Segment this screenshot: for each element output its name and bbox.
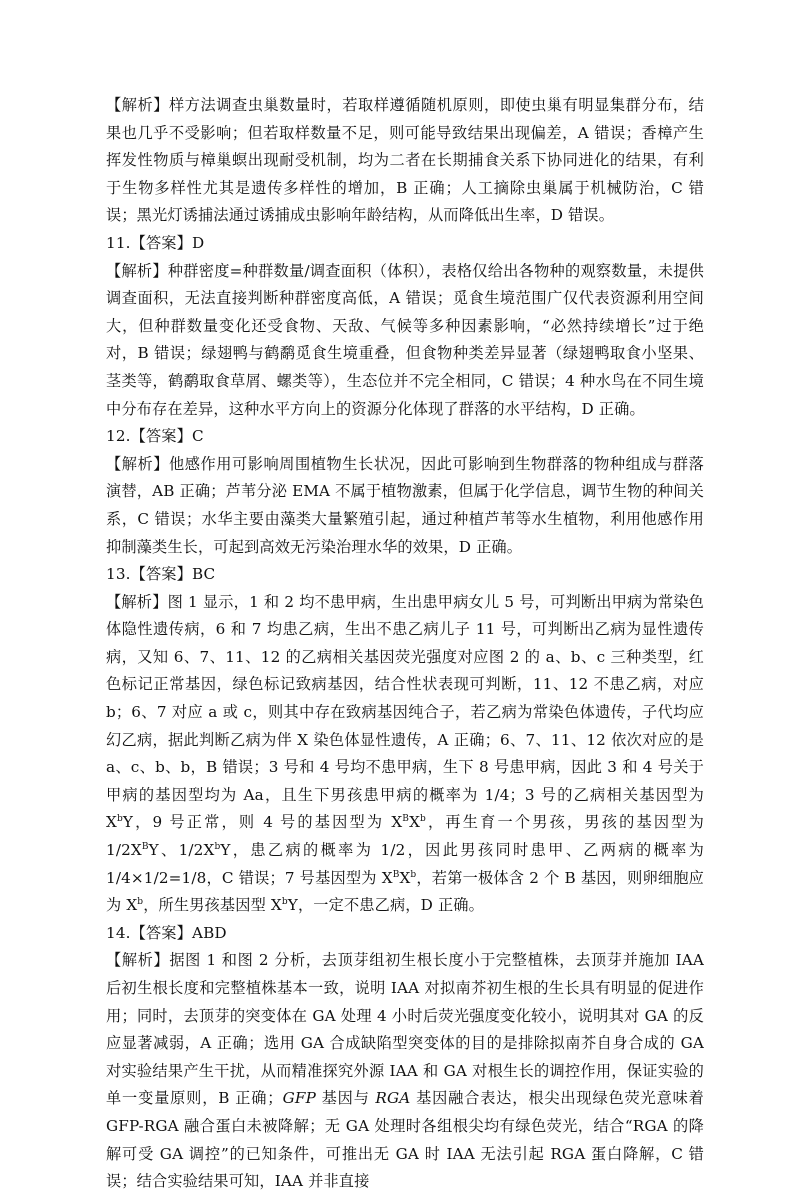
- superscript-text: B: [402, 814, 410, 825]
- text-segment: GFP: [282, 1089, 316, 1108]
- text-segment: Y，9 号正常，则 4 号的基因型为 X: [122, 813, 403, 832]
- text-segment: Y，患乙病的概率为 1/2，因此男孩同时患甲、乙两病的概率为 1/4×1/2=1/8，C 错误；7 号基因型为 X: [106, 841, 704, 887]
- explanation-paragraph: [106, 451, 704, 561]
- explanation-paragraph: [106, 258, 704, 424]
- text-segment: 【解析】样方法调查虫巢数量时，若取样遵循随机原则，即使虫巢有明显集群分布，结果也几乎不受影响；但若取样数量不足，则可能导致结果出现偏差，A 错误；香樟产生挥发性物质与樟巢螟出现耐受机制，均为二者在长期捕食关系下协同进化的结果，有利于生物多样性尤其是遗传多样性的增加，B 正确；人工摘除虫巢属于机械防治，C 错误；黑光灯诱捕法通过诱捕成虫影响年龄结构，从而降低出生率，D 错误。: [106, 96, 704, 225]
- superscript-text: b: [116, 814, 123, 825]
- superscript-text: B: [392, 869, 400, 880]
- answer-line: [106, 230, 704, 258]
- text-segment: 基因融合表达，根尖出现绿色荧光意味着 GFP-RGA 融合蛋白未被降解；无 GA 处理时各组根尖均有绿色荧光，结合“RGA 的降解可受 GA 调控”的已知条件，可推出无 GA 时 IAA 无法引起 RGA 蛋白降解，C 错误；结合实验结果可知，IAA 并非直接: [106, 1089, 704, 1191]
- text-segment: X: [399, 868, 411, 887]
- superscript-text: b: [281, 897, 288, 908]
- superscript-text: B: [141, 842, 149, 853]
- text-segment: ，再生育一个男孩，男孩的基因型为 1/2X: [106, 813, 704, 860]
- superscript-text: b: [420, 814, 426, 825]
- superscript-text: b: [214, 842, 221, 853]
- answer-line: [106, 920, 704, 948]
- text-segment: 【解析】他感作用可影响周围植物生长状况，因此可影响到生物群落的物种组成与群落演替，AB 正确；芦苇分泌 EMA 不属于植物激素，但属于化学信息，调节生物的种间关系，C 错误；水华主要由藻类大量繁殖引起，通过种植芦苇等水生植物，利用他感作用抑制藻类生长，可起到高效无污染治理水华的效果，D 正确。: [106, 454, 704, 556]
- explanation-paragraph: [106, 589, 704, 920]
- explanation-paragraph: [106, 947, 704, 1195]
- text-segment: Y、1/2X: [148, 841, 215, 860]
- text-segment: 13.【答案】BC: [106, 565, 216, 584]
- text-segment: Y，一定不患乙病，D 正确。: [287, 896, 484, 915]
- text-segment: RGA: [375, 1089, 411, 1108]
- text-segment: ，所生男孩基因型 X: [143, 896, 282, 915]
- explanation-paragraph: [106, 92, 704, 230]
- text-segment: X: [409, 813, 421, 832]
- superscript-text: b: [410, 869, 417, 880]
- text-segment: ，若第一极体含 2 个 B 基因，则卵细胞应为 X: [106, 868, 704, 915]
- answer-line: [106, 423, 704, 451]
- superscript-text: b: [137, 897, 144, 908]
- answer-line: [106, 561, 704, 589]
- text-segment: 【解析】据图 1 和图 2 分析，去顶芽组初生根长度小于完整植株，去顶芽并施加 IAA 后初生根长度和完整植株基本一致，说明 IAA 对拟南芥初生根的生长具有明显的促进作用；同时，去顶芽的突变体在 GA 处理 4 小时后荧光强度变化较小，说明其对 GA 的反应显著减弱，A 正确；选用 GA 合成缺陷型突变体的目的是排除拟南芥自身合成的 GA 对实验结果产生干扰，从而精准探究外源 IAA 和 GA 对根生长的调控作用，保证实验的单一变量原则，B 正确；: [106, 951, 704, 1108]
- text-segment: 11.【答案】D: [106, 233, 205, 252]
- text-segment: 12.【答案】C: [106, 427, 204, 446]
- text-segment: 【解析】种群密度=种群数量/调查面积（体积），表格仅给出各物种的观察数量，未提供调查面积，无法直接判断种群密度高低，A 错误；觅食生境范围广仅代表资源利用空间大，但种群数量变化还受食物、天敌、气候等多种因素影响，“必然持续增长”过于绝对，B 错误；绿翅鸭与鹤鹬觅食生境重叠，但食物种类差异显著（绿翅鸭取食小坚果、茎类等，鹤鹬取食草屑、螺类等），生态位并不完全相同，C 错误；4 种水鸟在不同生境中分布存在差异，这种水平方向上的资源分化体现了群落的水平结构，D 正确。: [106, 261, 704, 418]
- text-segment: 【解析】图 1 显示，1 和 2 均不患甲病，生出患甲病女儿 5 号，可判断出甲病为常染色体隐性遗传病，6 和 7 均患乙病，生出不患乙病儿子 11 号，可判断出乙病为显性遗传病，又知 6、7、11、12 的乙病相关基因荧光强度对应图 2 的 a、b、c 三种类型，红色标记正常基因，绿色标记致病基因，结合性状表现可判断，11、12 不患乙病，对应 b；6、7 对应 a 或 c，则其中存在致病基因纯合子，若乙病为常染色体遗传，子代均应幻乙病，据此判断乙病为伴 X 染色体显性遗传，A 正确；6、7、11、12 依次对应的是 a、c、b、b，B 错误；3 号和 4 号均不患甲病，生下 8 号患甲病，因此 3 和 4 号关于甲病的基因型均为 Aa，且生下男孩患甲病的概率为 1/4；3 号的乙病相关基因型为 X: [106, 592, 704, 832]
- text-segment: 基因与: [315, 1089, 376, 1108]
- text-segment: 14.【答案】ABD: [106, 923, 227, 942]
